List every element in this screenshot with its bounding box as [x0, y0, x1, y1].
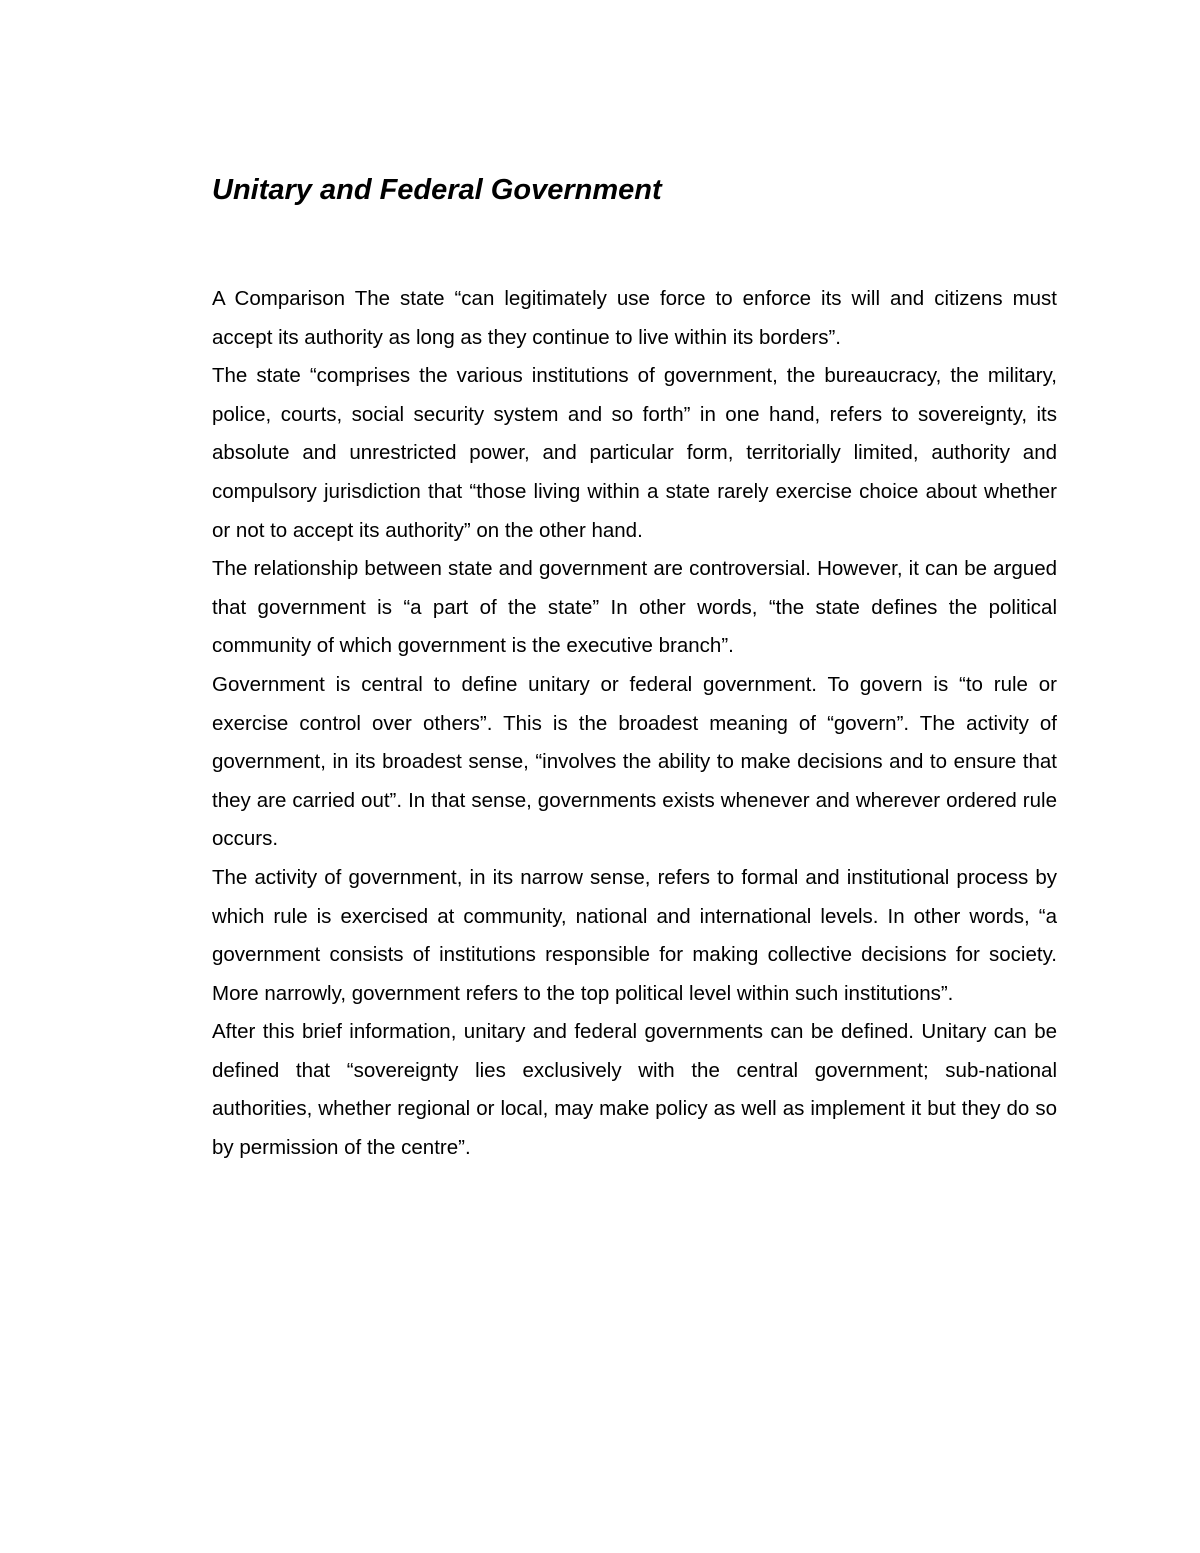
paragraph-2: The state “comprises the various institutions of government, the bureaucracy, the military, police, courts, social security system and so forth” in one hand, refers to sovereignty, its absolute and unrestricted power, and particular form, territorially limited, authority and compulsory jurisdiction that “those living within a state rarely exercise choice about whether or not to accept its authority” on the other hand. — [212, 364, 1057, 542]
paragraph-4: Government is central to define unitary or federal government. To govern is “to rule or exercise control over others”. This is the broadest meaning of “govern”. The activity of government, in its broadest sense, “involves the ability to make decisions and to ensure that they are carried out”. In that sense, governments exists whenever and wherever ordered rule occurs. — [212, 672, 1057, 851]
document-title: Unitary and Federal Government — [212, 174, 662, 206]
paragraph-3: The relationship between state and government are controversial. However, it can be argued that government is “a part of the state” In other words, “the state defines the political community of which government is the executive branch”. — [212, 557, 1057, 658]
paragraph-6: After this brief information, unitary and federal governments can be defined. Unitary can be defined that “sovereignty lies exclusively with the central government; sub-national authorities, whether regional or local, may make policy as well as implement it but they do so by permission of the centre”. — [212, 1020, 1057, 1160]
document-body — [212, 280, 1057, 1168]
paragraph-1: A Comparison The state “can legitimately use force to enforce its will and citizens must accept its authority as long as they continue to live within its borders”. — [212, 287, 1057, 349]
paragraph-5: The activity of government, in its narrow sense, refers to formal and institutional process by which rule is exercised at community, national and international levels. In other words, “a government consists of institutions responsible for making collective decisions for society. More narrowly, government refers to the top political level within such institutions”. — [212, 865, 1057, 1005]
